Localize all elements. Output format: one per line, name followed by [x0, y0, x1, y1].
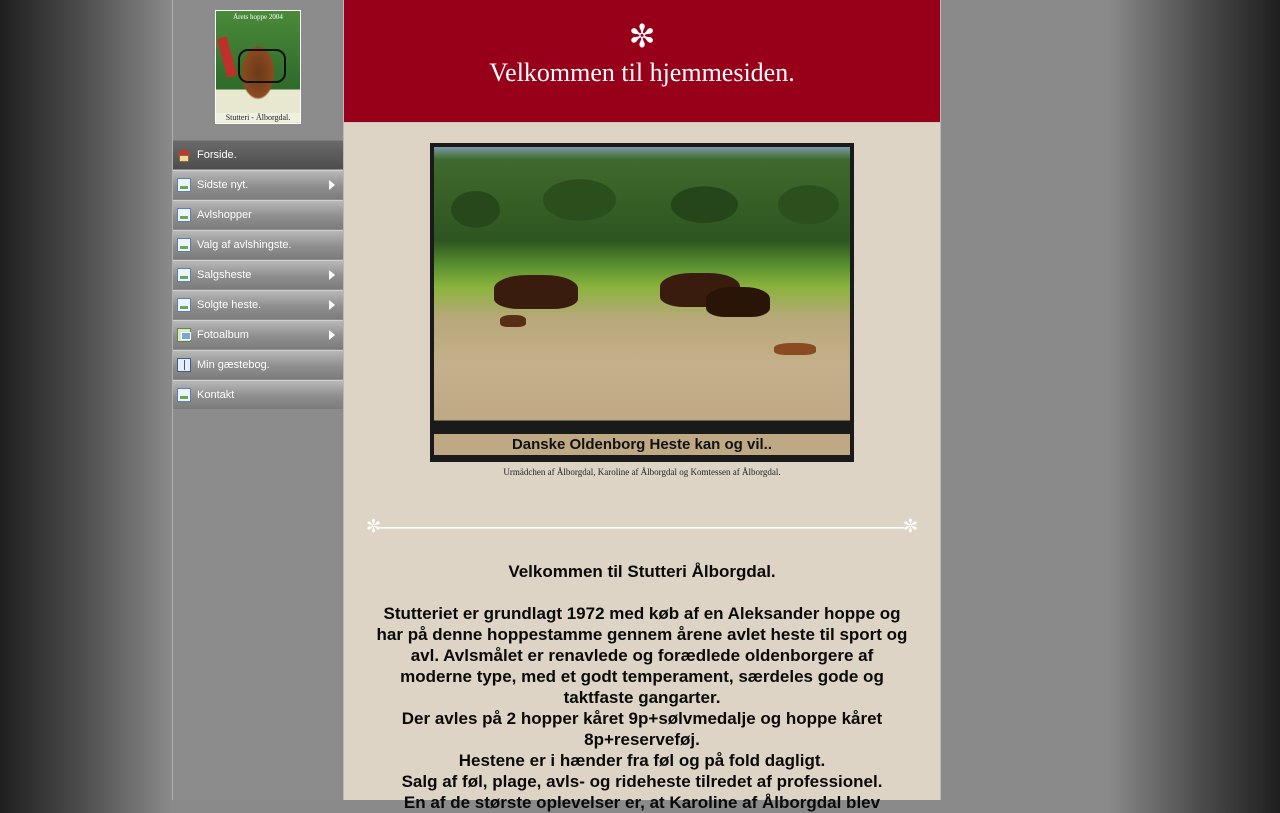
page-icon — [177, 238, 191, 252]
horses-photo — [430, 143, 854, 462]
home-icon — [177, 148, 191, 162]
logo-top-text: Årets hoppe 2004 — [233, 13, 283, 21]
submenu-arrow-icon — [329, 270, 335, 280]
page-header — [344, 0, 940, 123]
sidebar-item-label: Valg af avlshingste. — [197, 239, 292, 251]
photo-caption: Urmädchen af Ålborgdal, Karoline af Ålborgdal og Komtessen af Ålborgdal. — [503, 467, 781, 477]
snowflake-icon: ✼ — [628, 17, 656, 55]
sidebar-item-label: Avlshopper — [197, 209, 252, 221]
sidebar-item-valg-af-avlshingste[interactable] — [173, 230, 343, 259]
sidebar-item-salgsheste[interactable] — [173, 260, 343, 289]
submenu-arrow-icon — [329, 330, 335, 340]
page-icon — [177, 268, 191, 282]
page-icon — [177, 178, 191, 192]
horse-figure — [706, 287, 770, 317]
photo-album-icon — [177, 328, 191, 342]
photo-overlay-text: Danske Oldenborg Heste kan og vil.. — [434, 434, 850, 455]
decorative-divider — [366, 516, 918, 537]
welcome-text — [374, 561, 910, 813]
sidebar-item-label: Sidste nyt. — [197, 179, 249, 191]
sidebar-item-sidste-nyt[interactable] — [173, 170, 343, 199]
sidebar — [172, 0, 344, 800]
sidebar-item-gaestebog[interactable] — [173, 350, 343, 379]
paragraph: En af de største oplevelser er, at Karoline af Ålborgdal blev — [403, 793, 881, 812]
snowflake-icon: ✼ — [902, 516, 918, 537]
horse-figure — [774, 343, 816, 355]
sidebar-item-fotoalbum[interactable] — [173, 320, 343, 349]
horse-figure — [500, 315, 526, 327]
page-icon — [177, 388, 191, 402]
sidebar-item-label: Kontakt — [197, 389, 235, 401]
stud-logo-image[interactable] — [215, 10, 301, 124]
submenu-arrow-icon — [329, 180, 335, 190]
sidebar-item-forside[interactable] — [173, 140, 343, 169]
snowflake-icon: ✼ — [366, 516, 382, 537]
sidebar-item-label: Min gæstebog. — [197, 359, 270, 371]
sidebar-item-label: Salgsheste — [197, 269, 252, 281]
horse-figure — [494, 275, 578, 309]
main-content — [343, 0, 941, 812]
sidebar-item-kontakt[interactable] — [173, 380, 343, 409]
page-title: Velkommen til hjemmesiden. — [489, 58, 795, 87]
sidebar-nav — [173, 140, 343, 410]
logo-bottom-text: Stutteri - Ålborgdal. — [216, 113, 300, 122]
sidebar-item-label: Solgte heste. — [197, 299, 262, 311]
welcome-heading: Velkommen til Stutteri Ålborgdal. — [508, 562, 776, 581]
submenu-arrow-icon — [329, 300, 335, 310]
paragraph: Stutteriet er grundlagt 1972 med køb af en Aleksander hoppe og har på denne hoppestamme gennem årene avlet heste til sport og avl. Avlsmålet er renavlede og forædlede oldenborgere af moderne type, med et godt temperament, særdeles gode og taktfaste gangarter. — [376, 604, 908, 707]
page-icon — [177, 208, 191, 222]
page-icon — [177, 298, 191, 312]
paragraph: Salg af føl, plage, avls- og rideheste tilredet af professionel. — [401, 772, 883, 791]
logo-ribbon — [217, 36, 237, 77]
sidebar-item-avlshopper[interactable] — [173, 200, 343, 229]
sidebar-item-solgte-heste[interactable] — [173, 290, 343, 319]
divider-line — [380, 527, 904, 528]
logo-bridle — [238, 49, 286, 83]
sidebar-item-label: Forside. — [197, 149, 237, 161]
guestbook-icon — [177, 358, 191, 372]
paragraph: Der avles på 2 hopper kåret 9p+sølvmedalje og hoppe kåret 8p+reserveføj. — [401, 709, 883, 749]
sidebar-item-label: Fotoalbum — [197, 329, 249, 341]
photo-trees — [434, 153, 850, 246]
paragraph: Hestene er i hænder fra føl og på fold dagligt. — [458, 751, 826, 770]
